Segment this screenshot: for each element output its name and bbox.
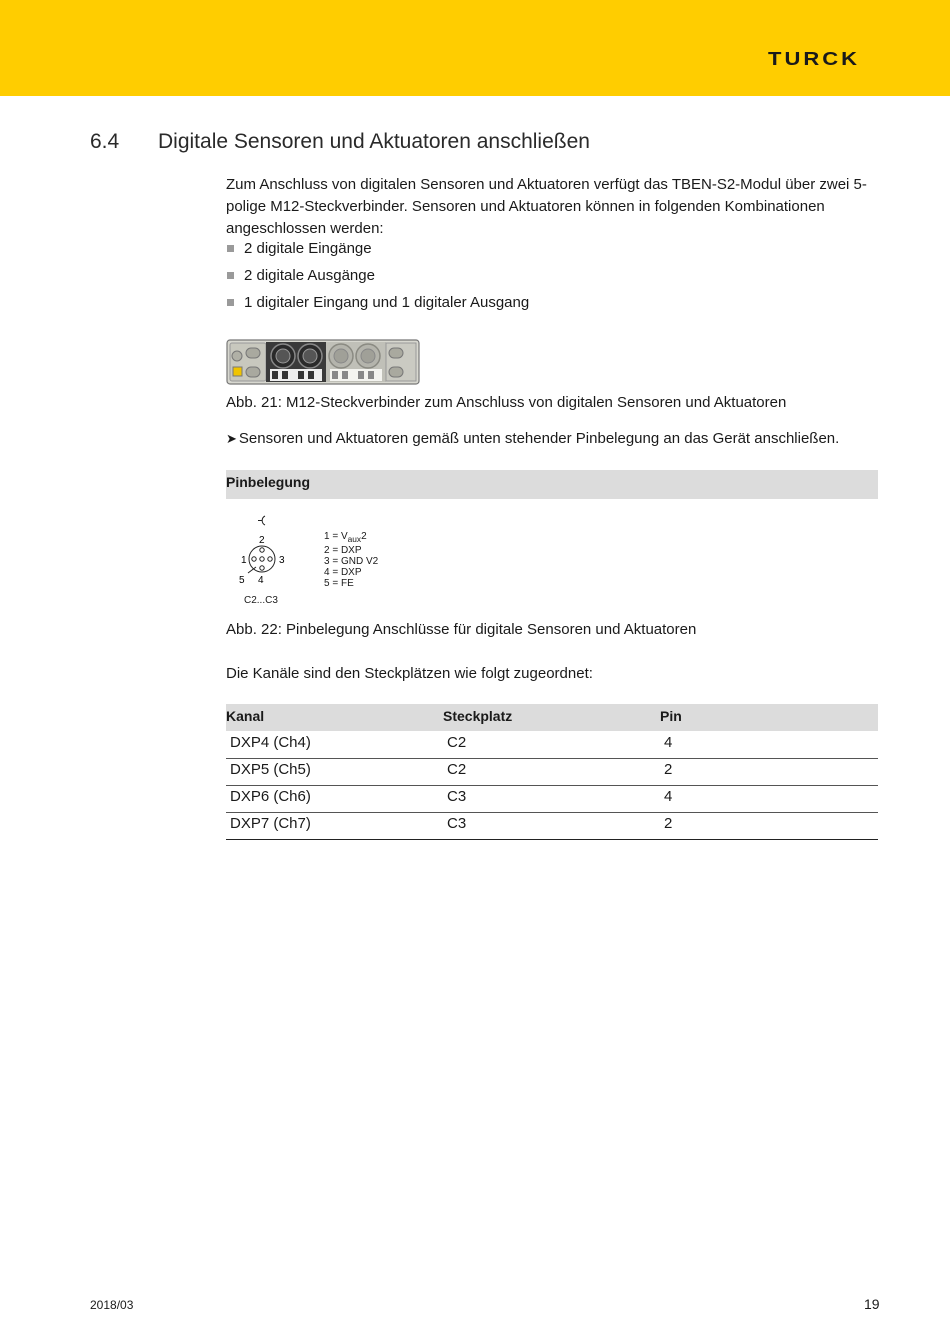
cell-kanal: DXP7 (Ch7) [230, 815, 311, 832]
m12-connector-device-image [226, 339, 420, 385]
pin-label-3: 3 [279, 555, 285, 566]
pinbelegung-heading: Pinbelegung [226, 474, 310, 490]
cell-pin: 4 [664, 788, 673, 805]
cell-kanal: DXP4 (Ch4) [230, 734, 311, 751]
pin-layout-diagram [226, 510, 316, 590]
bullet-list [226, 238, 529, 319]
connector-label: C2...C3 [244, 595, 278, 606]
female-socket-icon [258, 516, 265, 525]
list-item: 1 digitaler Eingang und 1 digitaler Ausgang [226, 292, 529, 319]
cell-steckplatz: C2 [447, 734, 467, 751]
pin-label-4: 4 [258, 575, 264, 586]
section-number: 6.4 [90, 130, 120, 153]
cell-kanal: DXP5 (Ch5) [230, 761, 311, 778]
pin-assignment-list [324, 531, 378, 589]
square-bullet-icon [227, 272, 234, 279]
pin-label-1: 1 [241, 555, 247, 566]
list-item: 2 digitale Eingänge [226, 238, 529, 265]
cell-pin: 4 [664, 734, 673, 751]
table-header [226, 704, 878, 731]
table-row [226, 758, 878, 786]
intro-paragraph: Zum Anschluss von digitalen Sensoren und Aktuatoren verfügt das TBEN-S2-Modul über zwei 5-polige M12-Steckverbinder. Sensoren und Aktuatoren können in folgenden Kombinationen angeschlossen werden: [226, 176, 867, 237]
pin-assignment-2: 2 = DXP [324, 545, 362, 556]
column-header-steckplatz: Steckplatz [443, 708, 513, 724]
arrow-right-icon: ➤ [226, 431, 237, 446]
list-item: 2 digitale Ausgänge [226, 265, 529, 292]
square-bullet-icon [227, 245, 234, 252]
pin-label-2: 2 [259, 535, 265, 546]
page-number: 19 [864, 1296, 880, 1312]
cell-steckplatz: C3 [447, 788, 467, 805]
column-header-kanal: Kanal [226, 708, 265, 724]
square-bullet-icon [227, 299, 234, 306]
pin-assignment-3: 3 = GND V2 [324, 556, 379, 567]
column-header-pin: Pin [660, 708, 682, 724]
instruction-text: Sensoren und Aktuatoren gemäß unten stehender Pinbelegung an das Gerät anschließen. [238, 430, 840, 447]
section-title: Digitale Sensoren und Aktuatoren anschließen [158, 130, 590, 153]
logo-text: TURCK [768, 49, 860, 68]
table-row [226, 731, 878, 759]
cell-pin: 2 [664, 815, 673, 832]
figure-22-caption: Abb. 22: Pinbelegung Anschlüsse für digitale Sensoren und Aktuatoren [226, 621, 697, 638]
cell-kanal: DXP6 (Ch6) [230, 788, 311, 805]
pin-assignment-4: 4 = DXP [324, 567, 362, 578]
turck-logo [726, 48, 902, 68]
pinbelegung-heading-bar [226, 470, 878, 499]
figure-21-caption: Abb. 21: M12-Steckverbinder zum Anschluss von digitalen Sensoren und Aktuatoren [226, 394, 787, 411]
cell-steckplatz: C3 [447, 815, 467, 832]
cell-steckplatz: C2 [447, 761, 467, 778]
table-row [226, 812, 878, 840]
table-row [226, 785, 878, 813]
pin-label-5: 5 [239, 575, 245, 586]
pin-assignment-5: 5 = FE [324, 578, 354, 589]
pin-assignment-1: $1 = V_{aux}2$ [324, 531, 367, 544]
cell-pin: 2 [664, 761, 673, 778]
footer-date: 2018/03 [90, 1298, 134, 1312]
channel-intro-text: Die Kanäle sind den Steckplätzen wie folgt zugeordnet: [226, 665, 593, 682]
instruction-step [226, 430, 839, 447]
